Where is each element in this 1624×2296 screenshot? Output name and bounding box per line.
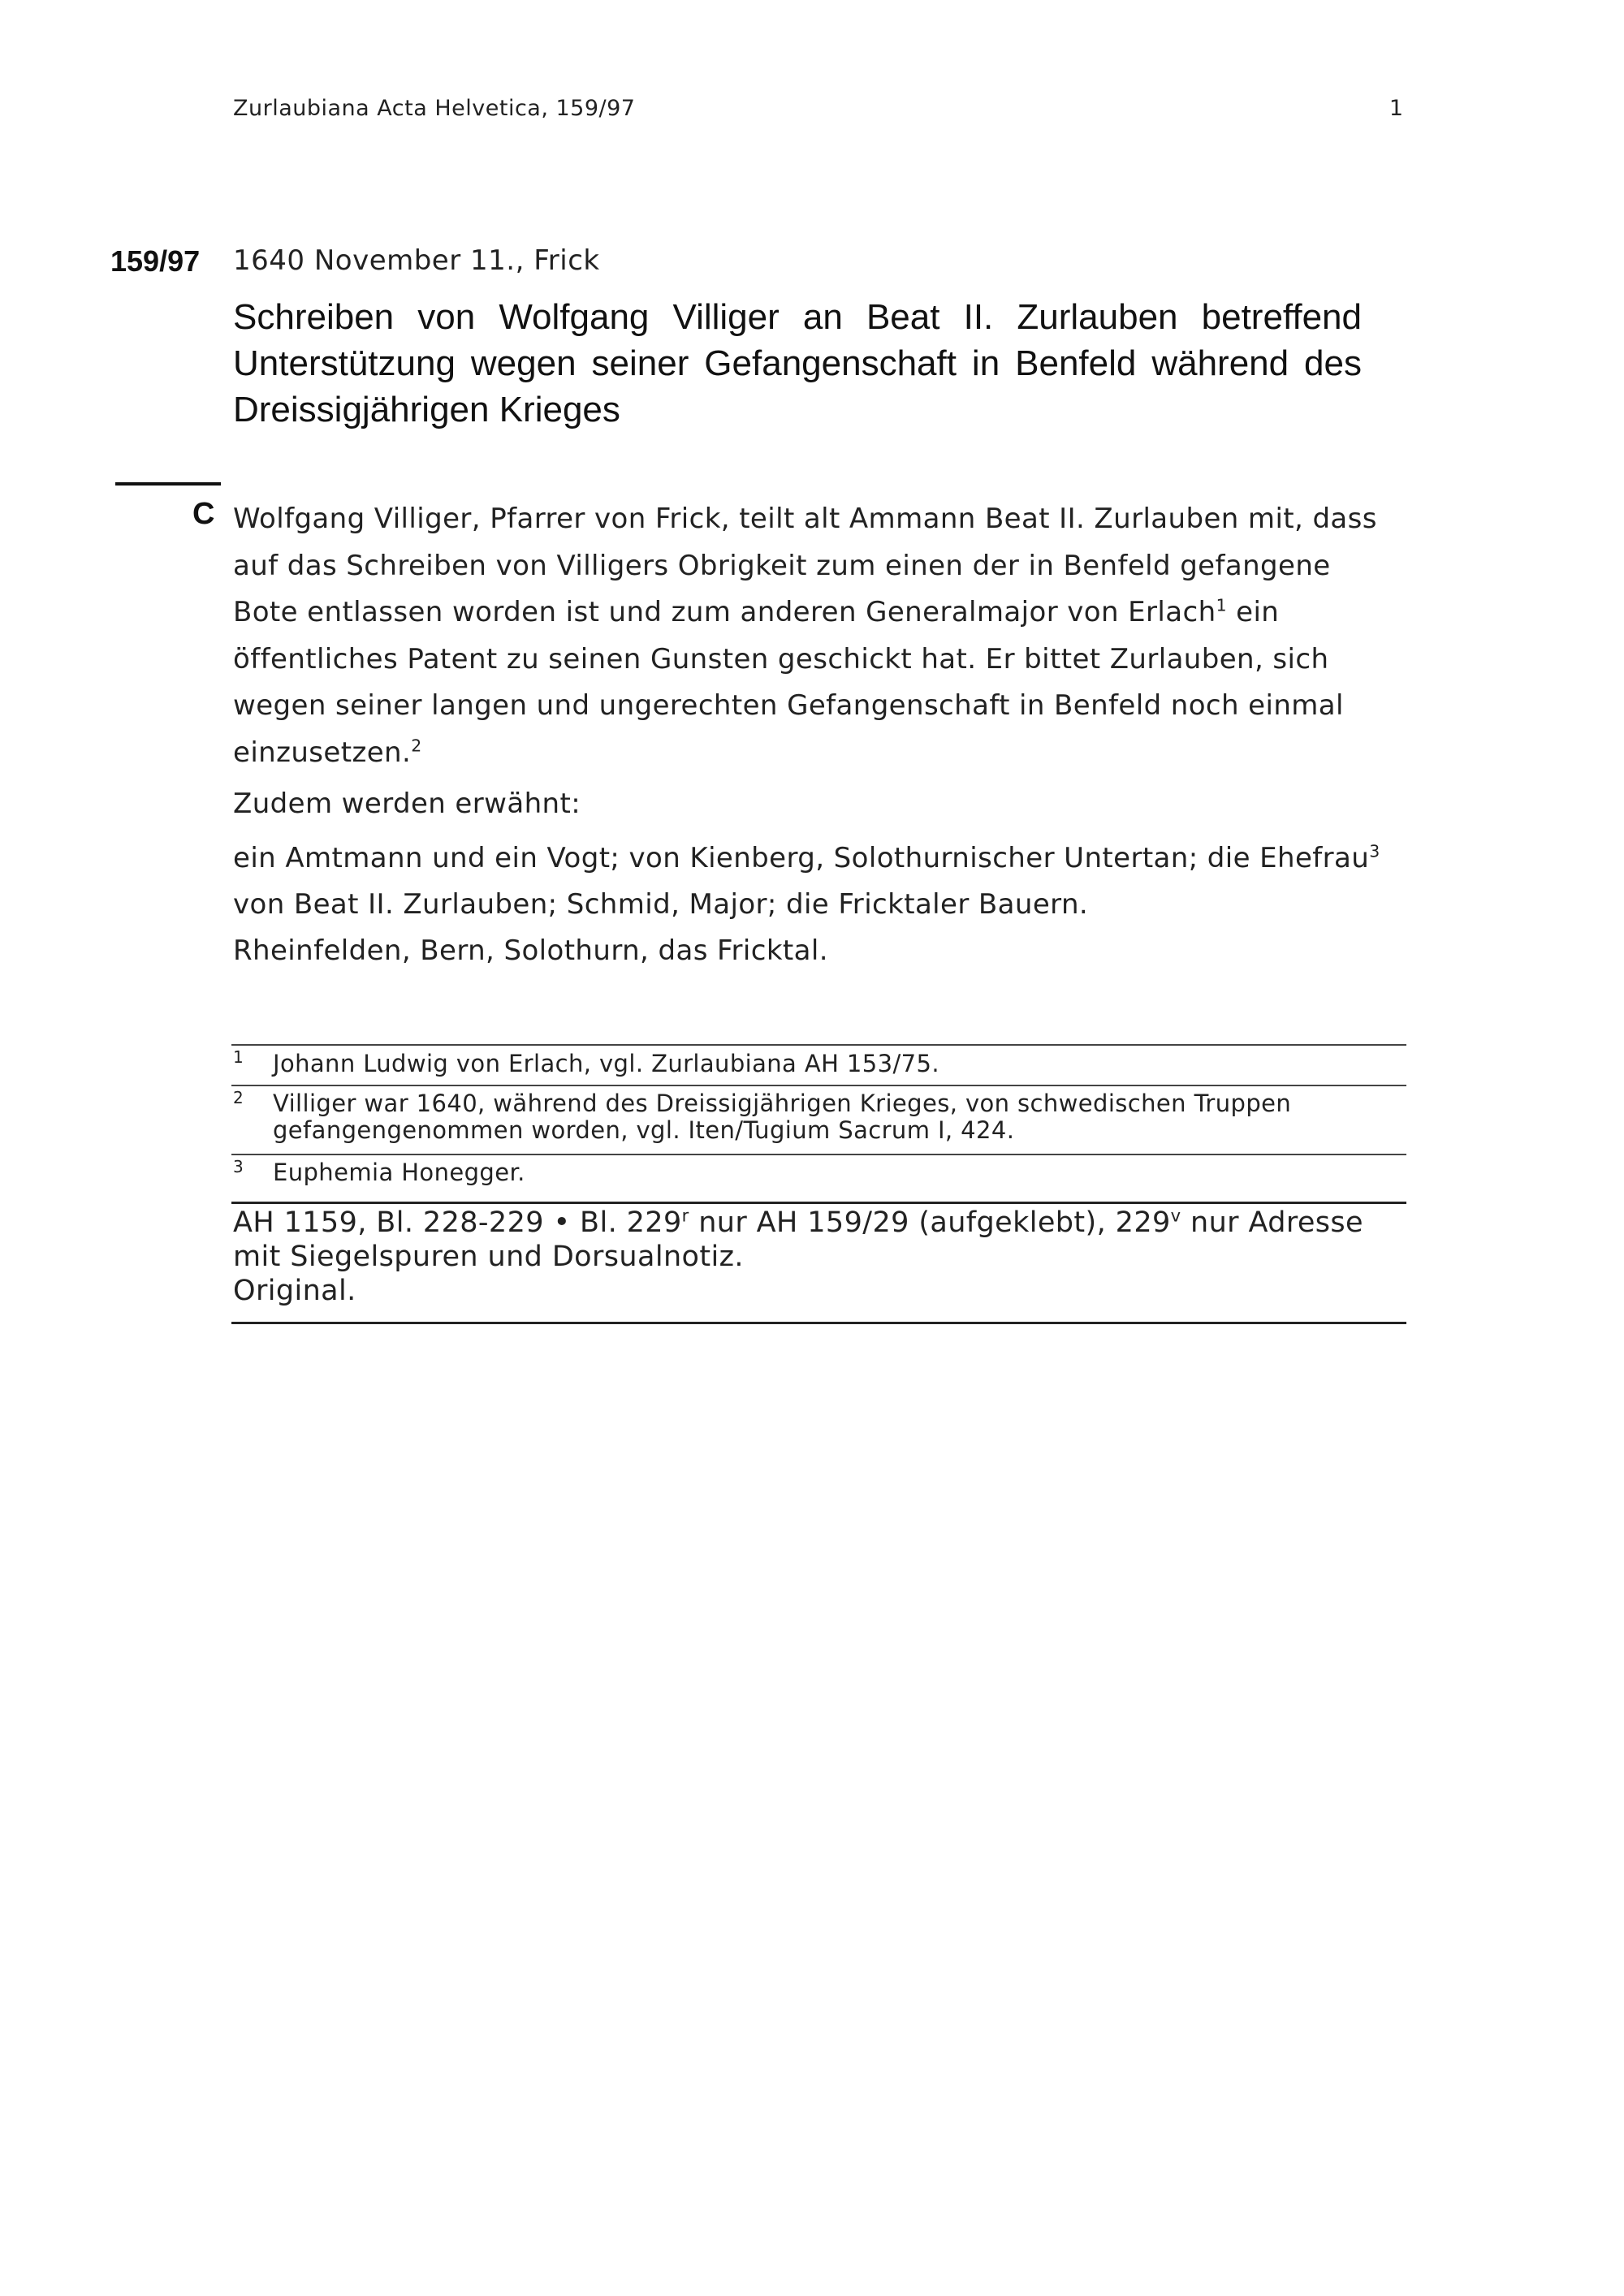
archive-reference: [233, 1206, 1402, 1308]
mentions-text-1: ein Amtmann und ein Vogt; von Kienberg, Solothurnischer Untertan; die Ehefrau: [233, 842, 1370, 874]
archive-text-2: nur AH 159/29 (aufgeklebt), 229: [689, 1206, 1171, 1239]
mentions-text-2: von Beat II. Zurlauben; Schmid, Major; die Fricktaler Bauern.: [233, 888, 1089, 921]
archive-original: Original.: [233, 1275, 356, 1307]
footnote-ref-3: 3: [1369, 841, 1380, 861]
archive-text-1: AH 1159, Bl. 228-229 • Bl. 229: [233, 1206, 682, 1239]
summary-text-1: Wolfgang Villiger, Pfarrer von Frick, teilt alt Ammann Beat II. Zurlauben mit, dass auf das Schreiben von Villigers Obrigkeit zum einen der in Benfeld gefangene Bote entlassen worden ist und zum anderen Generalmajor von Erlach: [233, 503, 1377, 628]
footnote-mark: 2: [233, 1088, 244, 1107]
summary-paragraph: [233, 496, 1386, 776]
summary-text-2: ein öffentliches Patent zu seinen Gunsten geschickt hat. Er bittet Zurlauben, sich wegen seiner langen und ungerechten Gefangenschaft in Benfeld noch einmal einzusetzen.: [233, 596, 1344, 769]
archive-sup-verso: v: [1170, 1206, 1181, 1226]
mentions-places: Rheinfelden, Bern, Solothurn, das Fricktal.: [233, 934, 828, 967]
document-title: Schreiben von Wolfgang Villiger an Beat II. Zurlauben betreffend Unterstützung wegen seiner Gefangenschaft in Benfeld während des Dreissigjährigen Krieges: [233, 297, 1362, 429]
archive-rule-top: [231, 1202, 1406, 1204]
archive-text-3: nur Adresse mit Siegelspuren und Dorsualnotiz.: [233, 1206, 1363, 1273]
footnote-mark: 3: [233, 1157, 244, 1176]
footnote-mark: 1: [233, 1047, 244, 1067]
date-place-line: 1640 November 11., Frick: [233, 244, 600, 277]
footnote-rule: [231, 1085, 1406, 1086]
footnote-text: Villiger war 1640, während des Dreissigjährigen Krieges, von schwedischen Truppen gefangengenommen worden, vgl. Iten/Tugium Sacrum I, 424.: [273, 1090, 1292, 1144]
footnote-ref-2: 2: [411, 736, 422, 756]
footnote-ref-1: 1: [1216, 595, 1227, 615]
mentions-paragraph: [233, 835, 1386, 974]
section-marker: C: [192, 497, 215, 531]
document-number: 159/97: [110, 244, 201, 278]
mentions-label: Zudem werden erwähnt:: [233, 788, 581, 820]
footnote-rule: [231, 1044, 1406, 1046]
footnote-text: Euphemia Honegger.: [273, 1159, 525, 1186]
page-number: 1: [1389, 96, 1403, 121]
footnote-text: Johann Ludwig von Erlach, vgl. Zurlaubiana AH 153/75.: [273, 1050, 939, 1077]
archive-rule-bottom: [231, 1322, 1406, 1324]
archive-sup-recto: r: [681, 1206, 689, 1226]
footnote-rule: [231, 1154, 1406, 1155]
running-title: Zurlaubiana Acta Helvetica, 159/97: [233, 96, 636, 121]
section-marker-rule: [115, 482, 221, 486]
